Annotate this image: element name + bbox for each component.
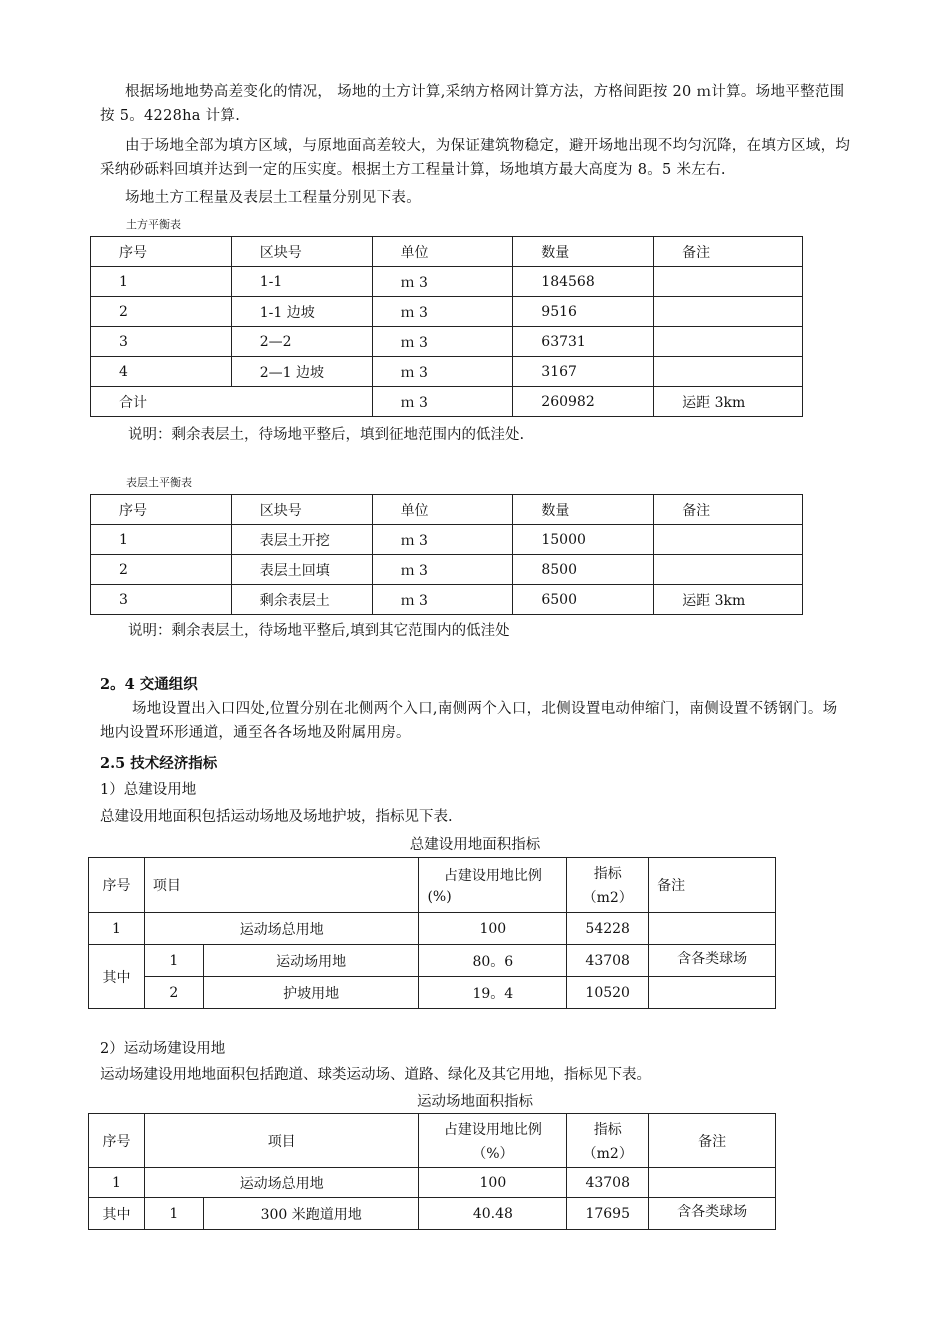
table-cell: 表层土回填 [231, 555, 372, 585]
header-no: 序号 [89, 1114, 145, 1168]
table-cell: 4 [91, 357, 232, 387]
table-cell [654, 555, 803, 585]
table-cell: ｍ 3 [372, 267, 513, 297]
sub-group-label: 其中 [89, 945, 145, 1009]
table-total-row [91, 387, 803, 417]
row-index: 17695 [567, 1198, 649, 1230]
table-cell: ｍ 3 [372, 585, 513, 615]
row-no: 1 [89, 913, 145, 945]
table2-title: 运动场地面积指标 [417, 1094, 533, 1110]
topsoil-table-caption: 表层土平衡表 [126, 476, 192, 489]
table-cell [654, 525, 803, 555]
table-cell: 3 [91, 585, 232, 615]
row-no: 1 [144, 1198, 203, 1230]
table-cell: 2 [91, 555, 232, 585]
table-header-row [91, 237, 803, 267]
table-row [91, 525, 803, 555]
header-ratio-line2: (%) [427, 889, 452, 905]
table-row [89, 1168, 776, 1198]
total-unit: ｍ 3 [372, 387, 513, 417]
table-cell: ｍ 3 [372, 357, 513, 387]
header-index-line2: （m2） [582, 890, 633, 906]
table-row [89, 945, 776, 977]
table-header-row [89, 858, 776, 913]
table-cell: ｍ 3 [372, 555, 513, 585]
total-note: 运距 3km [654, 387, 803, 417]
row-item: 运动场总用地 [144, 1168, 419, 1198]
table-cell: 表层土开挖 [231, 525, 372, 555]
header-no: 序号 [89, 858, 145, 913]
header-index-line2: （m2） [582, 1145, 633, 1162]
table-cell [654, 357, 803, 387]
row-ratio: 100 [419, 913, 567, 945]
table-row [91, 297, 803, 327]
row-note: 含各类球场 [649, 1198, 776, 1230]
total-land-index-table [88, 857, 776, 1009]
row-ratio: 19。4 [419, 977, 567, 1009]
table-row [89, 913, 776, 945]
row-index: 54228 [567, 913, 649, 945]
row-note [649, 1168, 776, 1198]
header-ratio [419, 858, 567, 913]
header-cell: 备注 [654, 495, 803, 525]
header-cell: 序号 [91, 495, 232, 525]
earth-balance-table [90, 236, 803, 417]
table-cell: 8500 [513, 555, 654, 585]
row-index: 43708 [567, 945, 649, 977]
header-index [567, 1114, 649, 1168]
row-no: 1 [89, 1168, 145, 1198]
header-index-line1: 指标 [593, 866, 622, 882]
table-row [91, 555, 803, 585]
row-item: 运动场用地 [203, 945, 419, 977]
section-heading-traffic: 2。4 交通组织 [100, 676, 198, 693]
table-row [89, 1198, 776, 1230]
sub-group-label: 其中 [89, 1198, 145, 1230]
table-cell [654, 267, 803, 297]
header-ratio-line1: 占建设用地比例 [443, 868, 542, 884]
table-cell: 2 [91, 297, 232, 327]
table-cell: 3167 [513, 357, 654, 387]
header-cell: 数量 [513, 237, 654, 267]
subsection-heading-1: 1）总建设用地 [100, 782, 197, 798]
header-index [567, 858, 649, 913]
row-index: 43708 [567, 1168, 649, 1198]
header-cell: 备注 [654, 237, 803, 267]
row-item: 运动场总用地 [144, 913, 419, 945]
earth-table-caption: 土方平衡表 [126, 218, 181, 231]
header-item: 项目 [144, 858, 419, 913]
row-no: 2 [144, 977, 203, 1009]
header-ratio-line1: 占建设用地比例 [443, 1121, 542, 1138]
table-row [91, 327, 803, 357]
header-cell: 区块号 [231, 237, 372, 267]
table-cell: 15000 [513, 525, 654, 555]
header-ratio-line2: （%） [472, 1145, 514, 1162]
row-note [649, 977, 776, 1009]
table-cell: 6500 [513, 585, 654, 615]
row-note [649, 913, 776, 945]
section-heading-tech: 2.5 技术经济指标 [100, 755, 218, 772]
row-ratio: 40.48 [419, 1198, 567, 1230]
table-cell [654, 297, 803, 327]
table-header-row [91, 495, 803, 525]
header-cell: 区块号 [231, 495, 372, 525]
header-index-line1: 指标 [593, 1121, 622, 1138]
table-cell: 1 [91, 525, 232, 555]
table-row [91, 585, 803, 615]
topsoil-balance-table [90, 494, 803, 615]
subsection-heading-2: 2）运动场建设用地 [100, 1041, 226, 1057]
table-cell: 剩余表层土 [231, 585, 372, 615]
topsoil-table-note: 说明：剩余表层土，待场地平整后,填到其它范围内的低洼处 [128, 623, 510, 639]
header-note: 备注 [649, 1114, 776, 1168]
row-item: 300 米跑道用地 [203, 1198, 419, 1230]
table-cell: 184568 [513, 267, 654, 297]
header-cell: 数量 [513, 495, 654, 525]
table-cell: 1-1 边坡 [231, 297, 372, 327]
table-header-row [89, 1114, 776, 1168]
subsection-text-2: 运动场建设用地地面积包括跑道、球类运动场、道路、绿化及其它用地，指标见下表。 [100, 1067, 651, 1083]
table-cell: 1 [91, 267, 232, 297]
row-ratio: 100 [419, 1168, 567, 1198]
intro-paragraph-1: 根据场地地势高差变化的情况， 场地的土方计算,采纳方格网计算方法，方格间距按 20 ｍ计算。场地平整范围按 5。4228ha 计算. [100, 84, 845, 124]
table-row [91, 357, 803, 387]
total-label: 合计 [91, 387, 373, 417]
row-ratio: 80。6 [419, 945, 567, 977]
header-cell: 序号 [91, 237, 232, 267]
row-item: 护坡用地 [203, 977, 419, 1009]
sports-land-index-table [88, 1113, 776, 1230]
table-cell: 3 [91, 327, 232, 357]
header-note: 备注 [649, 858, 776, 913]
table-row [89, 977, 776, 1009]
header-cell: 单位 [372, 495, 513, 525]
traffic-paragraph: 场地设置出入口四处,位置分别在北侧两个入口,南侧两个入口，北侧设置电动伸缩门，南侧设置不锈钢门。场地内设置环形通道，通至各各场地及附属用房。 [100, 701, 838, 741]
table1-title: 总建设用地面积指标 [409, 837, 541, 853]
table-cell: 2—1 边坡 [231, 357, 372, 387]
table-cell: 63731 [513, 327, 654, 357]
total-qty: 260982 [513, 387, 654, 417]
earth-table-note: 说明：剩余表层土，待场地平整后，填到征地范围内的低洼处. [128, 427, 525, 443]
row-index: 10520 [567, 977, 649, 1009]
table-cell: 2—2 [231, 327, 372, 357]
row-note: 含各类球场 [649, 945, 776, 977]
table-cell: 9516 [513, 297, 654, 327]
table-cell: ｍ 3 [372, 297, 513, 327]
row-no: 1 [144, 945, 203, 977]
table-cell [654, 327, 803, 357]
table-cell: 1-1 [231, 267, 372, 297]
header-ratio [419, 1114, 567, 1168]
table-cell: 运距 3km [654, 585, 803, 615]
header-cell: 单位 [372, 237, 513, 267]
table-cell: ｍ 3 [372, 327, 513, 357]
table-row [91, 267, 803, 297]
intro-paragraph-3: 场地土方工程量及表层土工程量分别见下表。 [125, 190, 421, 206]
table-cell: ｍ 3 [372, 525, 513, 555]
intro-paragraph-2: 由于场地全部为填方区域，与原地面高差较大，为保证建筑物稳定，避开场地出现不均匀沉降，在填方区域，均采纳砂砾料回填并达到一定的压实度。根据土方工程量计算，场地填方最大高度为 8。5 米左右. [100, 138, 851, 178]
subsection-text-1: 总建设用地面积包括运动场地及场地护坡，指标见下表. [100, 809, 453, 825]
header-item: 项目 [144, 1114, 419, 1168]
